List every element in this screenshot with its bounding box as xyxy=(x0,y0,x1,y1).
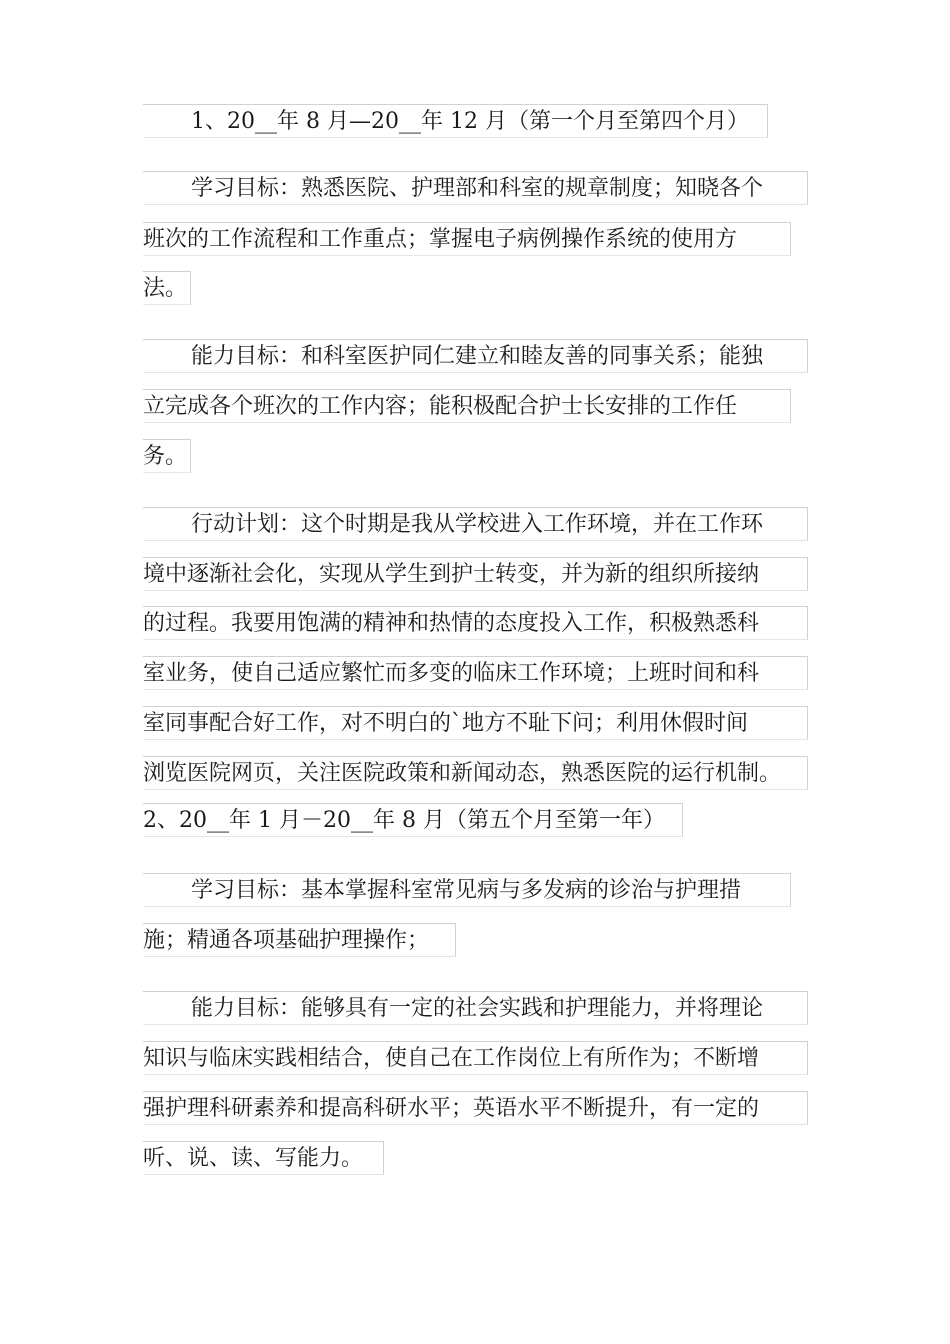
text-line: 行动计划：这个时期是我从学校进入工作环境，并在工作环 xyxy=(143,507,808,541)
text-line: 浏览医院网页，关注医院政策和新闻动态，熟悉医院的运行机制。 xyxy=(143,756,808,790)
text-line: 学习目标：熟悉医院、护理部和科室的规章制度；知晓各个 xyxy=(143,171,808,205)
text-line: 知识与临床实践相结合，使自己在工作岗位上有所作为；不断增 xyxy=(143,1041,808,1075)
text-line: 室同事配合好工作，对不明白的`地方不耻下问；利用休假时间 xyxy=(143,706,808,740)
text-line: 务。 xyxy=(143,439,191,473)
text-line: 室业务，使自己适应繁忙而多变的临床工作环境；上班时间和科 xyxy=(143,656,808,690)
text-line: 的过程。我要用饱满的精神和热情的态度投入工作，积极熟悉科 xyxy=(143,606,808,640)
text-line: 境中逐渐社会化，实现从学生到护士转变，并为新的组织所接纳 xyxy=(143,557,808,591)
text-line: 学习目标：基本掌握科室常见病与多发病的诊治与护理措 xyxy=(143,873,791,907)
text-line: 能力目标：能够具有一定的社会实践和护理能力，并将理论 xyxy=(143,991,808,1025)
text-line: 法。 xyxy=(143,271,191,305)
text-line: 班次的工作流程和工作重点；掌握电子病例操作系统的使用方 xyxy=(143,222,791,256)
text-line: 施；精通各项基础护理操作； xyxy=(143,923,456,957)
section-heading-1: 1、20__年 8 月—20__年 12 月（第一个月至第四个月） xyxy=(143,104,768,138)
text-line: 能力目标：和科室医护同仁建立和睦友善的同事关系；能独 xyxy=(143,339,808,373)
section-heading-2: 2、20__年 1 月－20__年 8 月（第五个月至第一年） xyxy=(143,803,683,837)
text-line: 强护理科研素养和提高科研水平；英语水平不断提升，有一定的 xyxy=(143,1091,808,1125)
text-line: 立完成各个班次的工作内容；能积极配合护士长安排的工作任 xyxy=(143,389,791,423)
text-line: 听、说、读、写能力。 xyxy=(143,1141,384,1175)
